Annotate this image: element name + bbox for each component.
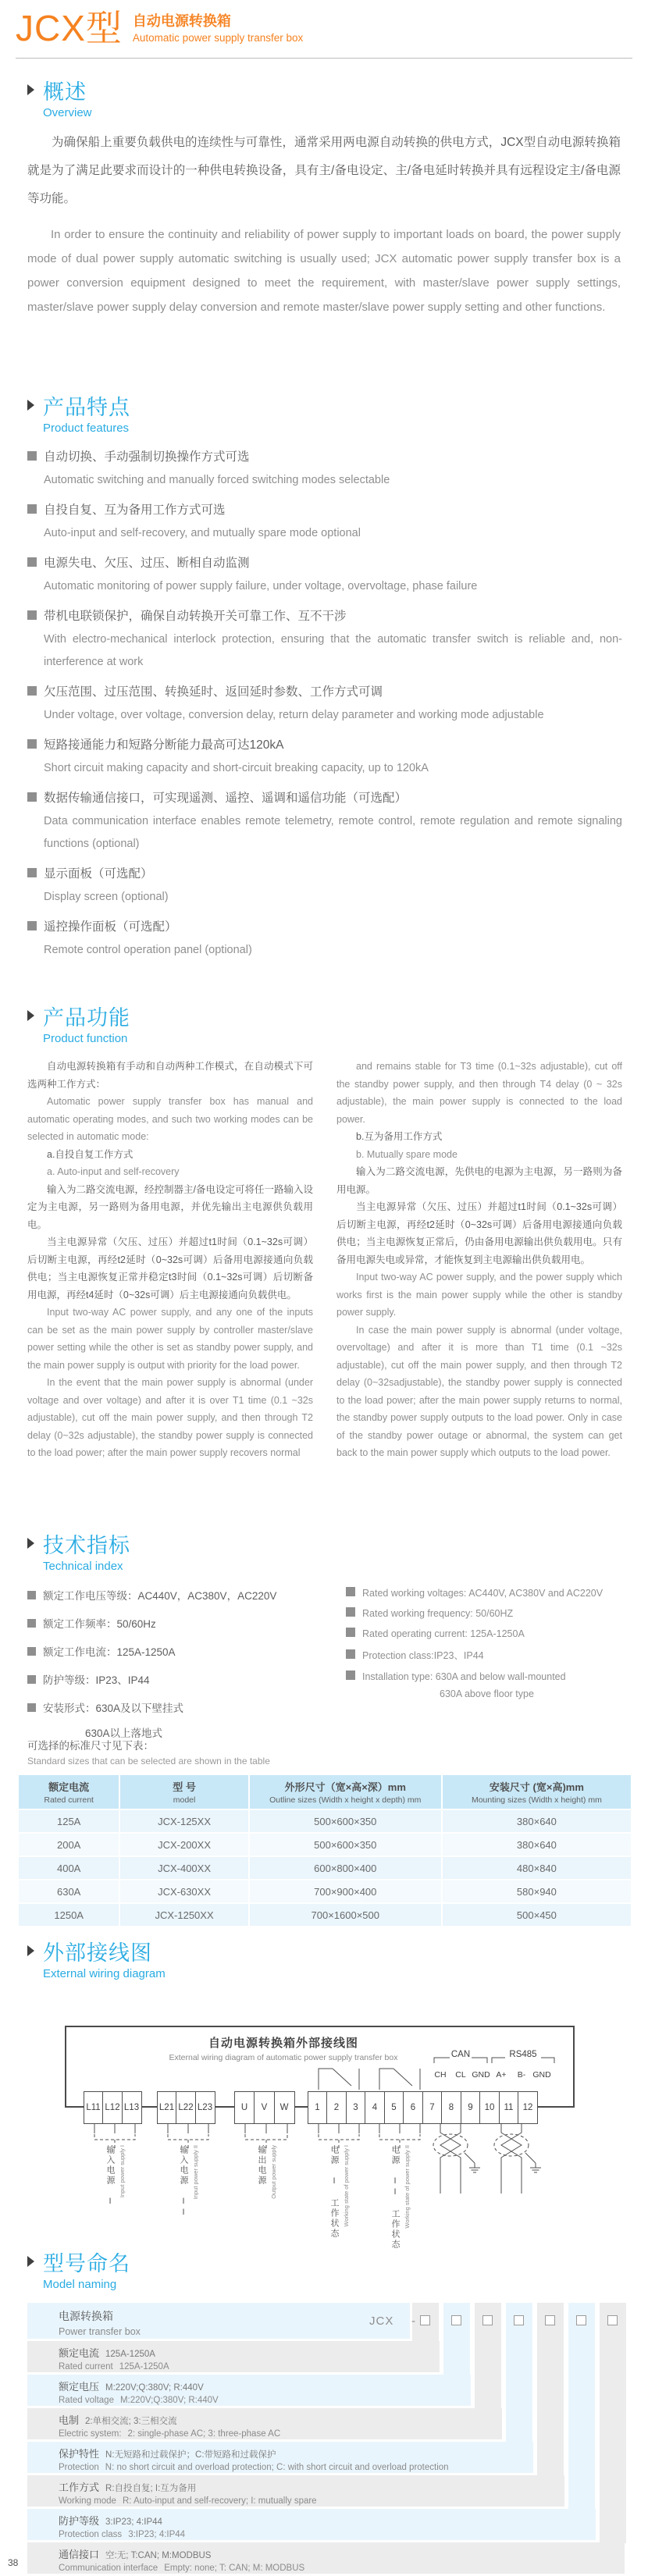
tech-item-text: 额定工作频率：50/60Hz xyxy=(43,1618,156,1630)
feature-item xyxy=(27,863,622,909)
feature-text-en: Automatic switching and manually forced switching modes selectable xyxy=(44,474,390,486)
terminal-cell: L21 xyxy=(157,2091,177,2124)
naming-label-en: Rated voltage xyxy=(59,2396,114,2405)
wire-label-cn: 电源 II 工作状态 xyxy=(390,2145,400,2250)
feature-item xyxy=(27,734,622,780)
function-paragraph: b.互为备用工作方式 xyxy=(356,1131,443,1142)
table-cell: JCX-125XX xyxy=(120,1810,247,1832)
function-left-column xyxy=(27,1058,313,1462)
table-row xyxy=(19,1810,631,1832)
naming-row xyxy=(27,2341,440,2372)
table-cell: JCX-200XX xyxy=(120,1834,247,1856)
terminal-cell: L23 xyxy=(195,2091,215,2124)
naming-heading-en: Model naming xyxy=(43,2278,117,2291)
naming-row xyxy=(27,2475,564,2507)
wiring-heading-cn: 外部接线图 xyxy=(43,1941,152,1965)
table-cell: 630A xyxy=(19,1880,119,1902)
product-model-title: JCX型 xyxy=(16,8,123,48)
naming-heading-cn: 型号命名 xyxy=(43,2252,130,2275)
naming-value-en: R: Auto-input and self-recovery; I: mutually spare xyxy=(122,2496,317,2506)
table-cell: 580×940 xyxy=(443,1880,631,1902)
tech-left-column xyxy=(27,1587,346,1752)
tech-item-en xyxy=(346,1670,622,1682)
overview-heading-en: Overview xyxy=(43,106,92,119)
naming-label-cn: 工作方式 xyxy=(59,2482,100,2493)
tech-item-continuation: 630A above floor type xyxy=(440,1688,534,1699)
terminal-cell: 1 xyxy=(308,2091,328,2124)
feature-item xyxy=(27,552,622,598)
table-cell: JCX-630XX xyxy=(120,1880,247,1902)
overview-heading-cn: 概述 xyxy=(43,80,87,104)
function-paragraph: Input two-way AC power supply, and the power supply which works first is the main power supply while the other is standby power supply. xyxy=(336,1272,622,1318)
naming-label-en: Electric system: xyxy=(59,2429,122,2439)
tech-item-text: 安装形式：630A及以下壁挂式 xyxy=(43,1703,184,1714)
naming-value-en: 2: single-phase AC; 3: three-phase AC xyxy=(127,2429,281,2439)
terminal-cell: L13 xyxy=(122,2091,142,2124)
feature-text-en: Remote control operation panel (optional) xyxy=(44,944,252,956)
column-header: 外形尺寸（宽×高×深）mm Outline sizes (Width x height x depth) mm xyxy=(250,1775,441,1809)
terminal-cell: V xyxy=(254,2091,275,2124)
sizes-table-header-row xyxy=(19,1775,631,1809)
terminal-cell: 7 xyxy=(422,2091,443,2124)
terminal-cell: 10 xyxy=(479,2091,500,2124)
wire-label-en: Input power supply I xyxy=(119,2145,126,2198)
page-number: 38 xyxy=(8,2557,19,2568)
wire-label-en: Working state of power supply I xyxy=(343,2145,350,2227)
table-cell: 380×640 xyxy=(443,1810,631,1832)
model-code-placeholder xyxy=(607,2315,618,2325)
bullet-square-icon xyxy=(346,1587,355,1596)
naming-value-cn: 空:无; T:CAN; M:MODBUS xyxy=(105,2551,212,2560)
naming-label-en: Communication interface xyxy=(59,2564,158,2573)
function-paragraph: In case the main power supply is abnormal (under voltage, overvoltage) and after it is more than T1 time (0.1 ~32s adjustable), cut off the main power supply, and then through T2 delay (0~32sadjustable), the standby power supply is connected to the load power; after the main power supply returns to normal, the standby power supply outputs to the load power. Only in case of the standby power outage or abnormal, the system can get back to the main power supply which outputs to the load power. xyxy=(336,1324,622,1458)
feature-item xyxy=(27,499,622,545)
function-right-column xyxy=(336,1058,622,1462)
column-header: 型 号 model xyxy=(120,1775,247,1809)
naming-value-en: M:220V;Q:380V; R:440V xyxy=(119,2396,219,2405)
bullet-square-icon xyxy=(27,1647,36,1656)
tech-item-text: 防护等级：IP23、IP44 xyxy=(43,1674,150,1686)
feature-text-cn: 电源失电、欠压、过压、断相自动监测 xyxy=(44,557,250,570)
function-paragraph: 当主电源异常（欠压、过压）并超过t1时间（0.1~32s可调）后切断主电源，再经t2延时（0~32s可调）后备用电源接通向负载供电；当主电源恢复正常后，仍由备用电源输出供负载用电。只有备用电源失电或异常，才能恢复到主电源输出供负载用电。 xyxy=(336,1201,622,1265)
table-cell: JCX-1250XX xyxy=(120,1904,247,1926)
tech-item xyxy=(27,1615,346,1631)
wiring-diagram-title-en: External wiring diagram of automatic power supply transfer box xyxy=(169,2053,398,2062)
table-cell: 1250A xyxy=(19,1904,119,1926)
wire-label-cn: 电源 I 工作状态 xyxy=(329,2145,339,2239)
section-arrow-icon xyxy=(27,1010,34,1021)
table-cell: 125A xyxy=(19,1810,119,1832)
tech-item xyxy=(27,1643,346,1659)
feature-text-en: Auto-input and self-recovery, and mutually spare mode optional xyxy=(44,527,361,539)
naming-value-en: Empty: none; T: CAN; M: MODBUS xyxy=(164,2564,305,2573)
bullet-square-icon xyxy=(27,1619,36,1628)
tech-item-text: Rated operating current: 125A-1250A xyxy=(362,1628,525,1639)
table-row xyxy=(19,1880,631,1902)
tech-item-text: 额定工作电压等级：AC440V，AC380V，AC220V xyxy=(43,1590,277,1602)
naming-label-en: Protection xyxy=(59,2463,99,2472)
naming-label-cn: 通信接口 xyxy=(59,2549,100,2560)
bullet-square-icon xyxy=(346,1670,355,1680)
column-header: 安装尺寸 (宽×高)mm Mounting sizes (Width x height) mm xyxy=(443,1775,631,1809)
naming-label-cn: 额定电压 xyxy=(59,2381,100,2393)
feature-text-cn: 数据传输通信接口，可实现遥测、遥控、遥调和遥信功能（可选配） xyxy=(44,792,408,805)
section-overview xyxy=(27,75,621,319)
naming-label-en: Power transfer box xyxy=(59,2326,141,2337)
table-row xyxy=(19,1857,631,1879)
terminal-cell: 8 xyxy=(441,2091,461,2124)
feature-text-cn: 自投自复、互为备用工作方式可选 xyxy=(44,503,226,517)
table-row xyxy=(19,1834,631,1856)
wire-label-en: Input power supply II xyxy=(192,2145,199,2200)
table-cell: 500×450 xyxy=(443,1904,631,1926)
tech-item-text: Protection class:IP23、IP44 xyxy=(362,1650,484,1661)
model-code-placeholder xyxy=(451,2315,461,2325)
wiring-heading-en: External wiring diagram xyxy=(43,1967,166,1980)
function-paragraph: and remains stable for T3 time (0.1~32s adjustable), cut off the standby power supply, and then through T4 delay (0 ~ 32s adjustable), the main power supply is connected to the load power. xyxy=(336,1061,622,1125)
table-cell: 400A xyxy=(19,1857,119,1879)
terminal-cell: 3 xyxy=(346,2091,366,2124)
bullet-square-icon xyxy=(346,1628,355,1637)
function-heading xyxy=(27,1001,622,1045)
sizes-intro-cn: 可选择的标准尺寸见下表： xyxy=(27,1740,154,1752)
table-cell: JCX-400XX xyxy=(120,1857,247,1879)
wire-label-cn: 输出电源 xyxy=(257,2145,266,2186)
tech-heading-en: Technical index xyxy=(43,1560,123,1573)
terminal-cell: 4 xyxy=(365,2091,385,2124)
features-heading xyxy=(27,390,622,435)
naming-label-cn: 保护特性 xyxy=(59,2448,100,2460)
naming-strip xyxy=(600,2303,626,2543)
bullet-square-icon xyxy=(27,739,37,749)
overview-paragraph-cn: 为确保船上重要负载供电的连续性与可靠性，通常采用两电源自动转换的供电方式，JCX型自动电源转换箱就是为了满足此要求而设计的一种供电转换设备，具有主/备电设定、主/备电延时转换并具有远程设定主/备电源等功能。 xyxy=(27,136,621,205)
rs485-pin-label: A+ xyxy=(496,2070,507,2080)
feature-item xyxy=(27,605,622,674)
naming-label-cn: 额定电流 xyxy=(59,2347,100,2359)
features-heading-en: Product features xyxy=(43,422,130,435)
bullet-square-icon xyxy=(27,1703,36,1712)
model-code-placeholder xyxy=(514,2315,524,2325)
terminal-cell: W xyxy=(274,2091,295,2124)
can-pin-label: GND xyxy=(472,2070,490,2080)
feature-text-en: With electro-mechanical interlock protection, ensuring that the automatic transfer switch is reliable and, non-interference at work xyxy=(44,633,622,668)
terminal-cell: 9 xyxy=(461,2091,481,2124)
naming-row xyxy=(27,2375,471,2406)
bullet-square-icon xyxy=(346,1649,355,1659)
wire-group-label xyxy=(255,2145,277,2199)
function-paragraph: b. Mutually spare mode xyxy=(356,1148,458,1160)
product-title-en: Automatic power supply transfer box xyxy=(132,32,304,44)
model-naming-diagram xyxy=(27,2303,625,2574)
wire-group-label xyxy=(328,2145,350,2239)
wire-group-label xyxy=(177,2145,199,2218)
function-paragraph: 输入为二路交流电源，经控制器主/备电设定可将任一路输入设定为主电源，另一路则为备用电源，并优先输出主电源供负载用电。 xyxy=(27,1183,313,1230)
product-title-cn: 自动电源转换箱 xyxy=(132,13,231,29)
feature-item xyxy=(27,681,622,727)
tech-item-text: Rated working frequency: 50/60HZ xyxy=(362,1608,514,1619)
tech-item xyxy=(27,1671,346,1687)
naming-value-en: 125A-1250A xyxy=(119,2362,169,2371)
naming-value-cn: R:自投自复; I:互为备用 xyxy=(105,2484,197,2493)
model-code-placeholder xyxy=(420,2315,430,2325)
naming-label-en: Working mode xyxy=(59,2496,116,2506)
naming-label-cn: 防护等级 xyxy=(59,2515,100,2527)
tech-item-continuation: 630A以上落地式 xyxy=(85,1727,163,1739)
feature-text-en: Short circuit making capacity and short-circuit breaking capacity, up to 120kA xyxy=(44,762,429,774)
table-cell: 700×1600×500 xyxy=(250,1904,441,1926)
rs485-bus-label: RS485 xyxy=(509,2050,537,2059)
naming-label-en: Protection class xyxy=(59,2530,123,2539)
naming-row xyxy=(27,2542,625,2574)
overview-paragraph-en: In order to ensure the continuity and reliability of power supply to important loads on board, the power supply mode of dual power supply automatic switching is usually used; JCX automatic power supply transfer box is a power conversion equipment designed to meet the requirement, with master/slave power supply settings, master/slave power supply delay conversion and remote master/slave power supply setting and other functions. xyxy=(27,228,621,314)
feature-text-cn: 自动切换、手动强制切换操作方式可选 xyxy=(44,450,250,464)
features-heading-cn: 产品特点 xyxy=(43,396,130,419)
terminal-cell: L22 xyxy=(176,2091,196,2124)
terminal-cell: L12 xyxy=(102,2091,123,2124)
naming-value-cn: N:无短路和过载保护；C:带短路和过载保护 xyxy=(105,2450,276,2460)
table-row xyxy=(19,1904,631,1926)
model-code-placeholder xyxy=(545,2315,555,2325)
naming-value-cn: 125A-1250A xyxy=(105,2350,155,2359)
terminal-cell: 12 xyxy=(518,2091,538,2124)
tech-heading-cn: 技术指标 xyxy=(43,1534,130,1557)
feature-text-cn: 短路接通能力和短路分断能力最高可达120kA xyxy=(44,738,284,752)
feature-text-en: Automatic monitoring of power supply failure, under voltage, overvoltage, phase failure xyxy=(44,580,478,592)
section-product-function xyxy=(27,1001,622,1462)
bullet-square-icon xyxy=(27,1675,36,1684)
terminal-cell: 6 xyxy=(403,2091,423,2124)
bullet-square-icon xyxy=(27,868,37,877)
tech-item-en xyxy=(346,1628,622,1639)
bullet-square-icon xyxy=(27,504,37,514)
terminal-cell: 11 xyxy=(499,2091,519,2124)
bullet-square-icon xyxy=(27,686,37,696)
bullet-square-icon xyxy=(27,557,37,567)
model-code-prefix: JCX xyxy=(369,2314,394,2328)
naming-label-cn: 电制 xyxy=(59,2414,80,2426)
naming-heading xyxy=(27,2247,648,2291)
table-cell: 600×800×400 xyxy=(250,1857,441,1879)
table-cell: 700×900×400 xyxy=(250,1880,441,1902)
wire-label-en: Working state of power supply II xyxy=(404,2145,411,2229)
naming-label-cn: 电源转换箱 xyxy=(59,2310,113,2322)
sizes-intro-en: Standard sizes that can be selected are shown in the table xyxy=(27,1756,270,1767)
terminal-cell: 5 xyxy=(384,2091,404,2124)
naming-value-en: N: no short circuit and overload protection; C: with short circuit and overload protection xyxy=(105,2463,449,2472)
section-model-naming xyxy=(0,2247,648,2576)
feature-text-en: Data communication interface enables remote telemetry, remote control, remote regulation and remote signaling functions (optional) xyxy=(44,815,622,850)
naming-value-cn: 3:IP23; 4:IP44 xyxy=(105,2517,162,2527)
naming-row xyxy=(27,2442,533,2473)
terminal-cell: U xyxy=(234,2091,255,2124)
tech-item-text: 额定工作电流：125A-1250A xyxy=(43,1646,176,1658)
table-cell: 200A xyxy=(19,1834,119,1856)
naming-value-en: 3:IP23; 4:IP44 xyxy=(128,2530,186,2539)
column-header: 额定电流 Rated current xyxy=(19,1775,119,1809)
table-cell: 480×840 xyxy=(443,1857,631,1879)
bullet-square-icon xyxy=(27,921,37,930)
header-divider xyxy=(16,58,632,59)
naming-value-cn: M:220V;Q:380V; R:440V xyxy=(105,2383,204,2393)
function-paragraph: 当主电源异常（欠压、过压）并超过t1时间（0.1~32s可调）后切断主电源，再经t2延时（0~32s可调）后备用电源接通向负载供电；当主电源恢复正常并稳定t3时间（0.1~32s可调）后切断备用电源，再经t4延时（0~32s可调）后主电源接通向负载供电。 xyxy=(27,1236,313,1300)
section-product-features xyxy=(27,390,622,969)
wire-label-cn: 输入电源 II xyxy=(179,2145,188,2218)
model-code-dash: - xyxy=(411,2314,415,2328)
terminal-cell: 2 xyxy=(326,2091,347,2124)
tech-item-en xyxy=(346,1648,622,1662)
tech-right-column xyxy=(346,1587,622,1752)
naming-label-en: Rated current xyxy=(59,2362,113,2371)
feature-item xyxy=(27,916,622,962)
naming-row xyxy=(27,2408,502,2439)
section-arrow-icon xyxy=(27,400,34,411)
bullet-square-icon xyxy=(27,792,37,802)
section-arrow-icon xyxy=(27,2256,34,2267)
rs485-pin-label: GND xyxy=(532,2070,551,2080)
tech-item-en xyxy=(346,1587,622,1599)
naming-row xyxy=(27,2303,410,2339)
table-cell: 380×640 xyxy=(443,1834,631,1856)
tech-item xyxy=(27,1587,346,1603)
function-paragraph: Input two-way AC power supply, and any one of the inputs can be set as the main power supply by controller master/slave power setting while the other is set as standby power supply, and the main power supply is output with priority for the load power. xyxy=(27,1307,313,1371)
can-bus-label: CAN xyxy=(450,2050,471,2059)
feature-item xyxy=(27,446,622,492)
feature-text-cn: 欠压范围、过压范围、转换延时、返回延时参数、工作方式可调 xyxy=(44,685,383,699)
model-code-placeholder xyxy=(482,2315,493,2325)
overview-heading xyxy=(27,75,621,119)
naming-row xyxy=(27,2509,596,2540)
wire-group-label xyxy=(104,2145,126,2208)
function-paragraph: In the event that the main power supply is abnormal (under voltage and over voltage) and after it is over T1 time (0.1 ~32s adjustable), cut off the main power supply, and then through T2 delay (0~32s adjustable), the standby power supply is connected to the load power; after the main power supply recovers normal xyxy=(27,1377,313,1458)
can-pin-label: CH xyxy=(434,2070,447,2080)
can-pin-label: CL xyxy=(455,2070,466,2080)
model-code-placeholder xyxy=(576,2315,586,2325)
feature-text-cn: 遥控操作面板（可选配） xyxy=(44,920,177,934)
page-header xyxy=(16,8,303,48)
bullet-square-icon xyxy=(27,451,37,461)
sizes-table xyxy=(17,1774,632,1927)
bullet-square-icon xyxy=(346,1607,355,1617)
function-paragraph: Automatic power supply transfer box has manual and automatic operating modes, and such two working modes can be selected in automatic mode: xyxy=(27,1096,313,1142)
feature-text-en: Display screen (optional) xyxy=(44,891,169,903)
function-heading-cn: 产品功能 xyxy=(43,1006,130,1030)
tech-item xyxy=(27,1699,346,1715)
wire-group-label xyxy=(389,2145,411,2250)
naming-strip xyxy=(443,2303,470,2375)
wiring-diagram-title-cn: 自动电源转换箱外部接线图 xyxy=(208,2037,358,2050)
naming-strip xyxy=(568,2303,595,2510)
naming-strip xyxy=(537,2303,564,2476)
tech-item-text: Rated working voltages: AC440V, AC380V and AC220V xyxy=(362,1588,603,1599)
function-paragraph: a. Auto-input and self-recovery xyxy=(47,1166,180,1177)
bullet-square-icon xyxy=(27,1591,36,1599)
function-paragraph: a.自投自复工作方式 xyxy=(47,1148,134,1160)
table-cell: 500×600×350 xyxy=(250,1834,441,1856)
section-arrow-icon xyxy=(27,84,34,95)
feature-text-en: Under voltage, over voltage, conversion delay, return delay parameter and working mode adjustable xyxy=(44,709,544,721)
feature-item xyxy=(27,787,622,856)
section-technical-index xyxy=(27,1528,622,1752)
section-standard-sizes xyxy=(17,1737,632,1927)
naming-value-cn: 2:单相交流; 3:三相交流 xyxy=(85,2417,177,2426)
feature-text-cn: 显示面板（可选配） xyxy=(44,867,153,881)
function-paragraph: 输入为二路交流电源，先供电的电源为主电源，另一路则为备用电源。 xyxy=(336,1166,622,1195)
tech-item-text: Installation type: 630A and below wall-mounted xyxy=(362,1671,566,1682)
wire-label-cn: 输入电源 I xyxy=(105,2145,115,2208)
terminal-cell: L11 xyxy=(84,2091,104,2124)
bullet-square-icon xyxy=(27,610,37,620)
section-arrow-icon xyxy=(27,1538,34,1549)
function-paragraph: 自动电源转换箱有手动和自动两种工作模式，在自动模式下可选两种工作方式： xyxy=(27,1061,313,1090)
rs485-pin-label: B- xyxy=(517,2070,526,2080)
feature-text-cn: 带机电联锁保护，确保自动转换开关可靠工作、互不干涉 xyxy=(44,610,347,623)
tech-heading xyxy=(27,1528,622,1573)
function-heading-en: Product function xyxy=(43,1032,128,1045)
section-wiring-diagram xyxy=(16,1936,632,2248)
wire-label-en: Output power supply xyxy=(270,2145,277,2199)
tech-item-en xyxy=(346,1607,622,1619)
table-cell: 500×600×350 xyxy=(250,1810,441,1832)
